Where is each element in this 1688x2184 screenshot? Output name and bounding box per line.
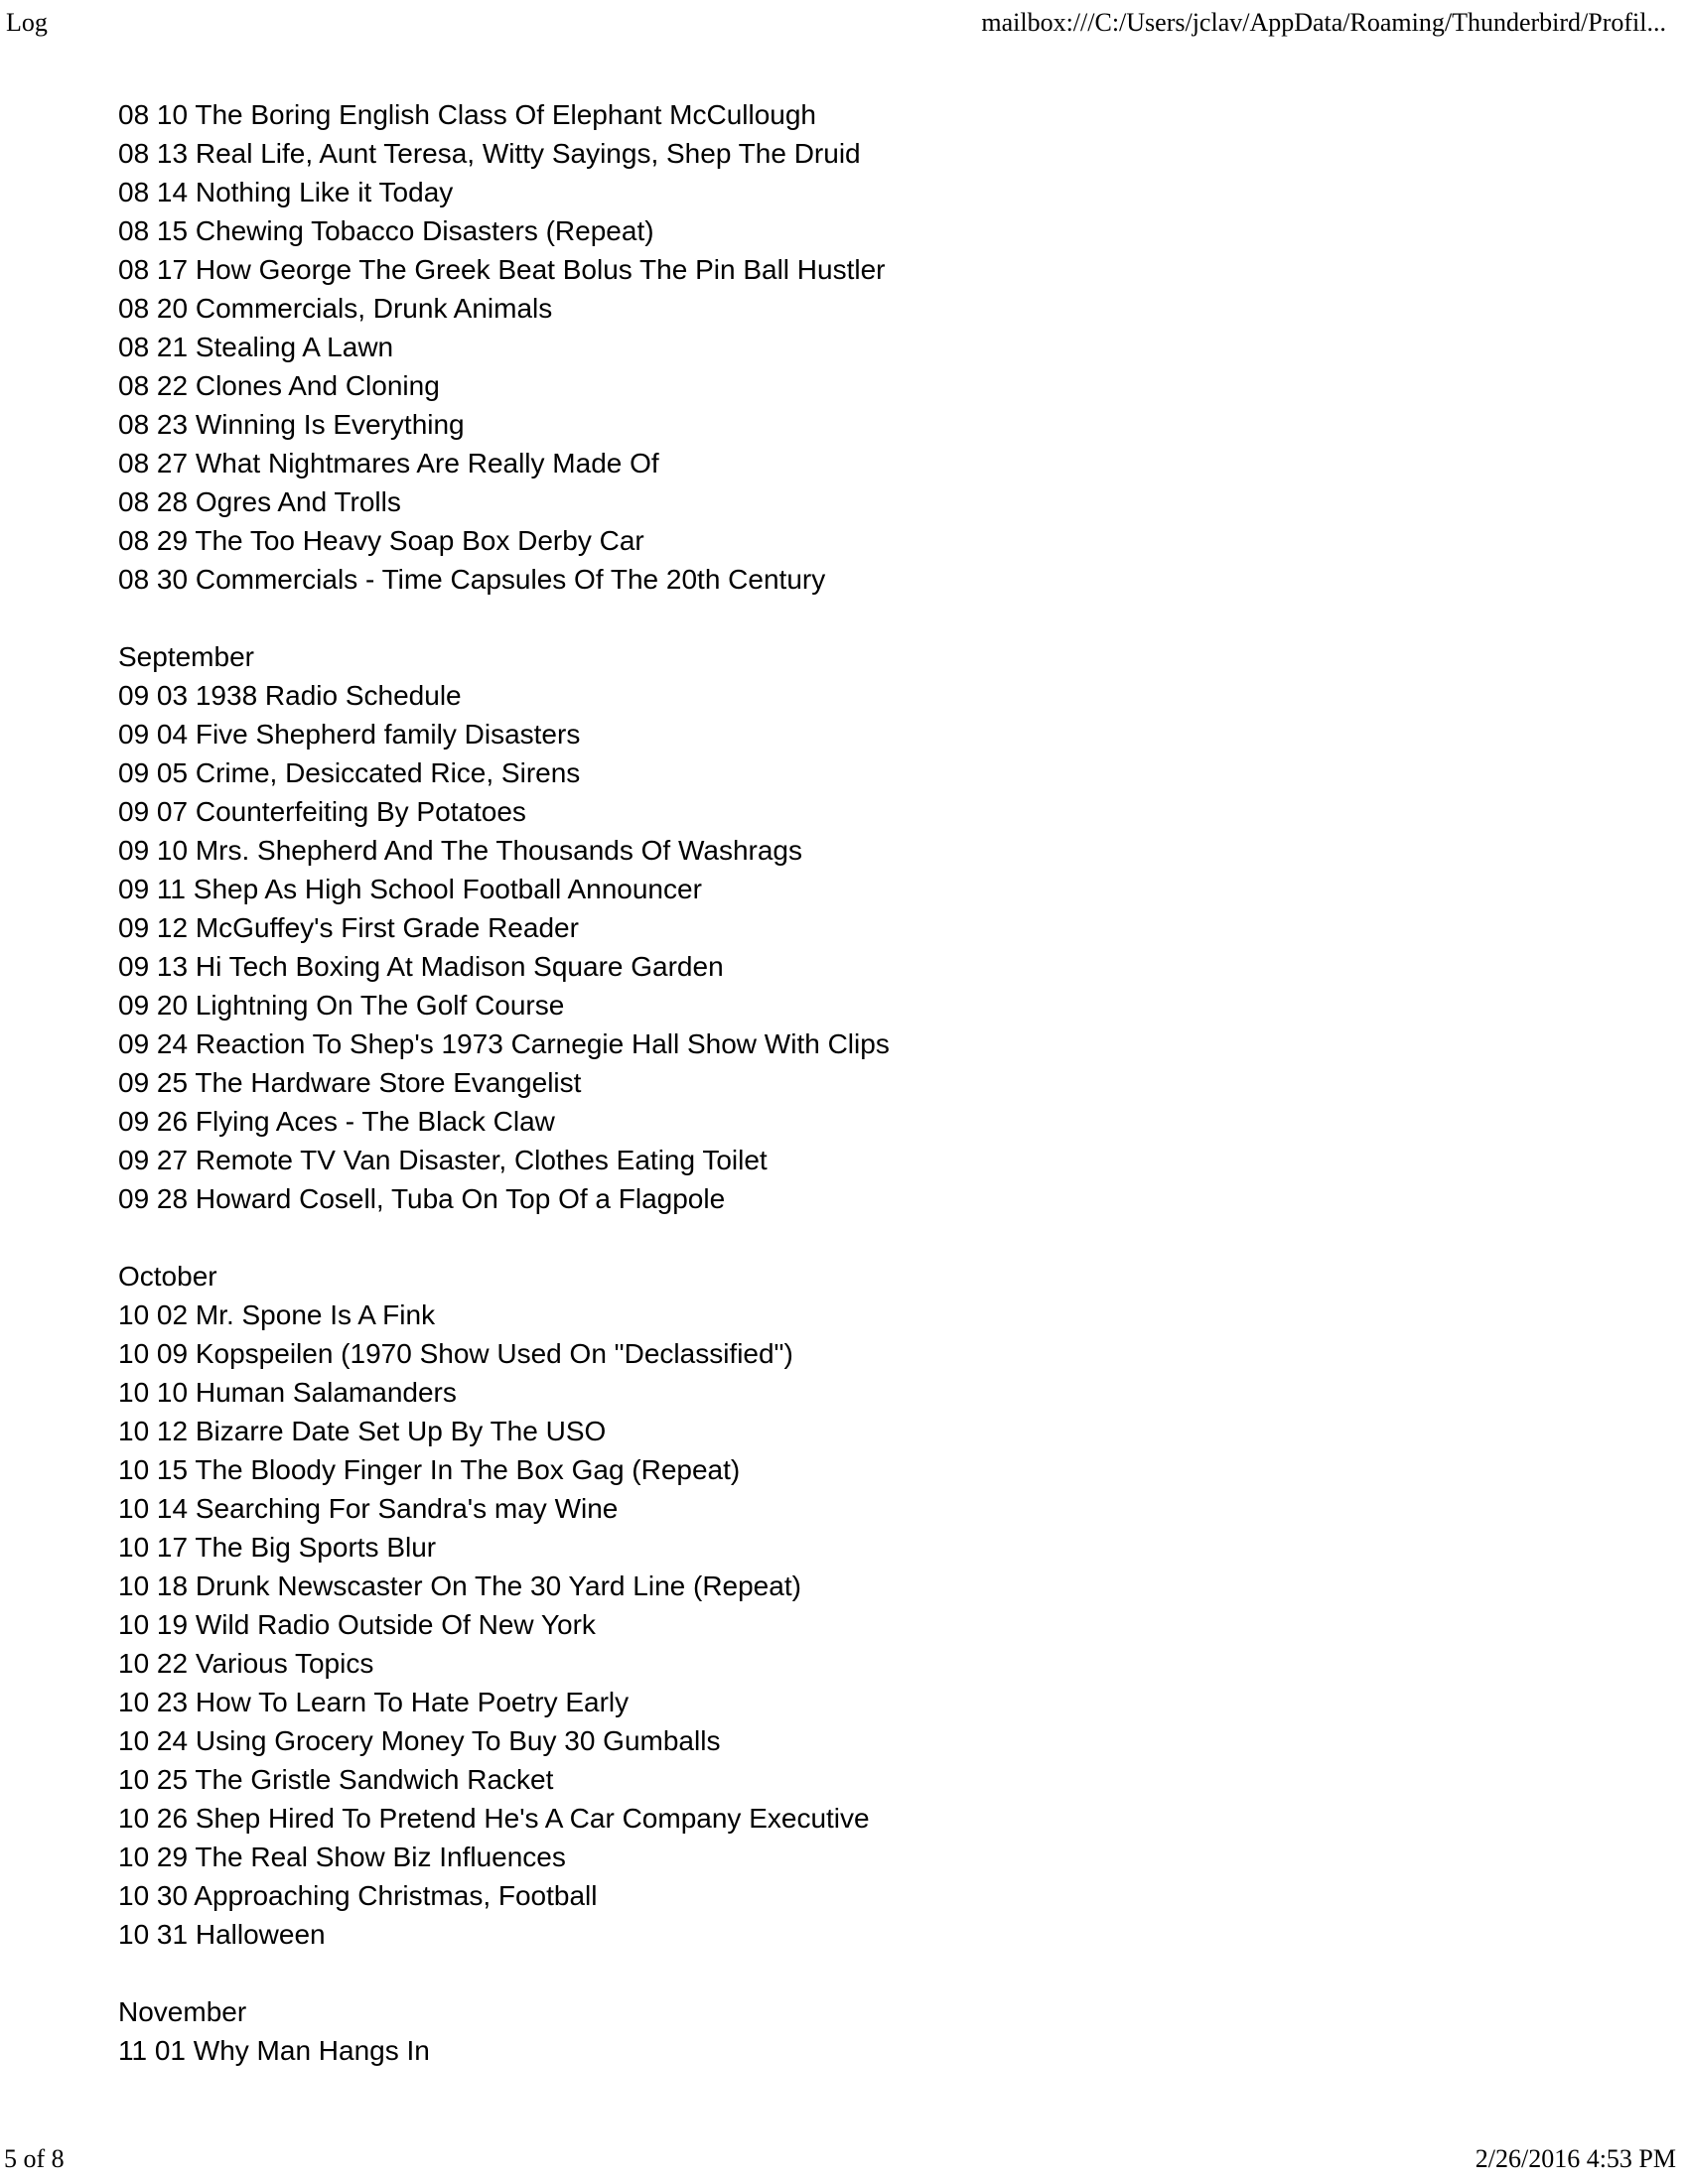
log-entry: 10 30 Approaching Christmas, Football bbox=[118, 1880, 598, 1911]
log-entry: 10 18 Drunk Newscaster On The 30 Yard Line (Repeat) bbox=[118, 1570, 801, 1601]
log-entry: 10 24 Using Grocery Money To Buy 30 Gumballs bbox=[118, 1725, 721, 1756]
log-entry: 10 14 Searching For Sandra's may Wine bbox=[118, 1493, 619, 1524]
log-entry: 09 13 Hi Tech Boxing At Madison Square Garden bbox=[118, 951, 724, 982]
month-heading: October bbox=[118, 1261, 217, 1292]
log-entry: 10 09 Kopspeilen (1970 Show Used On "Declassified") bbox=[118, 1338, 793, 1369]
log-entry: 08 29 The Too Heavy Soap Box Derby Car bbox=[118, 525, 644, 556]
log-entry: 09 26 Flying Aces - The Black Claw bbox=[118, 1106, 555, 1137]
log-entry: 09 04 Five Shepherd family Disasters bbox=[118, 719, 581, 750]
log-entry: 10 26 Shep Hired To Pretend He's A Car Company Executive bbox=[118, 1803, 870, 1834]
log-entry: 09 12 McGuffey's First Grade Reader bbox=[118, 912, 579, 943]
month-heading: September bbox=[118, 641, 254, 672]
log-entry: 11 01 Why Man Hangs In bbox=[118, 2035, 430, 2066]
print-header bbox=[6, 8, 1666, 38]
episode-log-list bbox=[118, 95, 1648, 2070]
log-entry: 10 15 The Bloody Finger In The Box Gag (Repeat) bbox=[118, 1454, 741, 1485]
log-entry: 09 25 The Hardware Store Evangelist bbox=[118, 1067, 582, 1098]
log-entry: 09 05 Crime, Desiccated Rice, Sirens bbox=[118, 757, 581, 788]
log-entry: 10 23 How To Learn To Hate Poetry Early bbox=[118, 1687, 630, 1717]
log-entry: 08 30 Commercials - Time Capsules Of The 20th Century bbox=[118, 564, 826, 595]
log-entry: 08 20 Commercials, Drunk Animals bbox=[118, 293, 553, 324]
log-entry: 09 11 Shep As High School Football Announcer bbox=[118, 874, 702, 904]
log-entry: 08 15 Chewing Tobacco Disasters (Repeat) bbox=[118, 215, 654, 246]
blank-line bbox=[118, 1954, 1648, 1992]
footer-page-number: 5 of 8 bbox=[4, 2144, 65, 2173]
log-entry: 08 13 Real Life, Aunt Teresa, Witty Sayings, Shep The Druid bbox=[118, 138, 861, 169]
log-entry: 08 17 How George The Greek Beat Bolus The Pin Ball Hustler bbox=[118, 254, 886, 285]
log-entry: 09 07 Counterfeiting By Potatoes bbox=[118, 796, 526, 827]
log-entry: 10 22 Various Topics bbox=[118, 1648, 374, 1679]
log-entry: 10 25 The Gristle Sandwich Racket bbox=[118, 1764, 554, 1795]
log-entry: 10 17 The Big Sports Blur bbox=[118, 1532, 437, 1563]
log-entry: 09 03 1938 Radio Schedule bbox=[118, 680, 462, 711]
blank-line bbox=[118, 599, 1648, 637]
log-entry: 08 21 Stealing A Lawn bbox=[118, 332, 394, 362]
log-entry: 10 10 Human Salamanders bbox=[118, 1377, 457, 1408]
log-entry: 08 22 Clones And Cloning bbox=[118, 370, 440, 401]
log-entry: 10 12 Bizarre Date Set Up By The USO bbox=[118, 1416, 607, 1446]
blank-line bbox=[118, 1218, 1648, 1257]
log-entry: 09 28 Howard Cosell, Tuba On Top Of a Flagpole bbox=[118, 1183, 726, 1214]
print-footer bbox=[4, 2144, 1676, 2174]
month-heading: November bbox=[118, 1996, 247, 2027]
log-entry: 08 28 Ogres And Trolls bbox=[118, 486, 401, 517]
log-entry: 09 24 Reaction To Shep's 1973 Carnegie Hall Show With Clips bbox=[118, 1028, 890, 1059]
header-source-url: mailbox:///C:/Users/jclav/AppData/Roaming/Thunderbird/Profil... bbox=[981, 8, 1666, 37]
log-entry: 08 10 The Boring English Class Of Elephant McCullough bbox=[118, 99, 816, 130]
log-entry: 09 27 Remote TV Van Disaster, Clothes Eating Toilet bbox=[118, 1145, 768, 1175]
log-entry: 10 31 Halloween bbox=[118, 1919, 326, 1950]
log-entry: 10 02 Mr. Spone Is A Fink bbox=[118, 1299, 436, 1330]
log-entry: 09 10 Mrs. Shepherd And The Thousands Of Washrags bbox=[118, 835, 802, 866]
log-entry: 08 23 Winning Is Everything bbox=[118, 409, 465, 440]
log-entry: 08 14 Nothing Like it Today bbox=[118, 177, 454, 207]
log-entry: 09 20 Lightning On The Golf Course bbox=[118, 990, 565, 1021]
log-entry: 10 19 Wild Radio Outside Of New York bbox=[118, 1609, 596, 1640]
footer-timestamp: 2/26/2016 4:53 PM bbox=[1475, 2144, 1676, 2173]
log-entry: 08 27 What Nightmares Are Really Made Of bbox=[118, 448, 659, 478]
header-title: Log bbox=[6, 8, 48, 37]
log-entry: 10 29 The Real Show Biz Influences bbox=[118, 1842, 566, 1872]
